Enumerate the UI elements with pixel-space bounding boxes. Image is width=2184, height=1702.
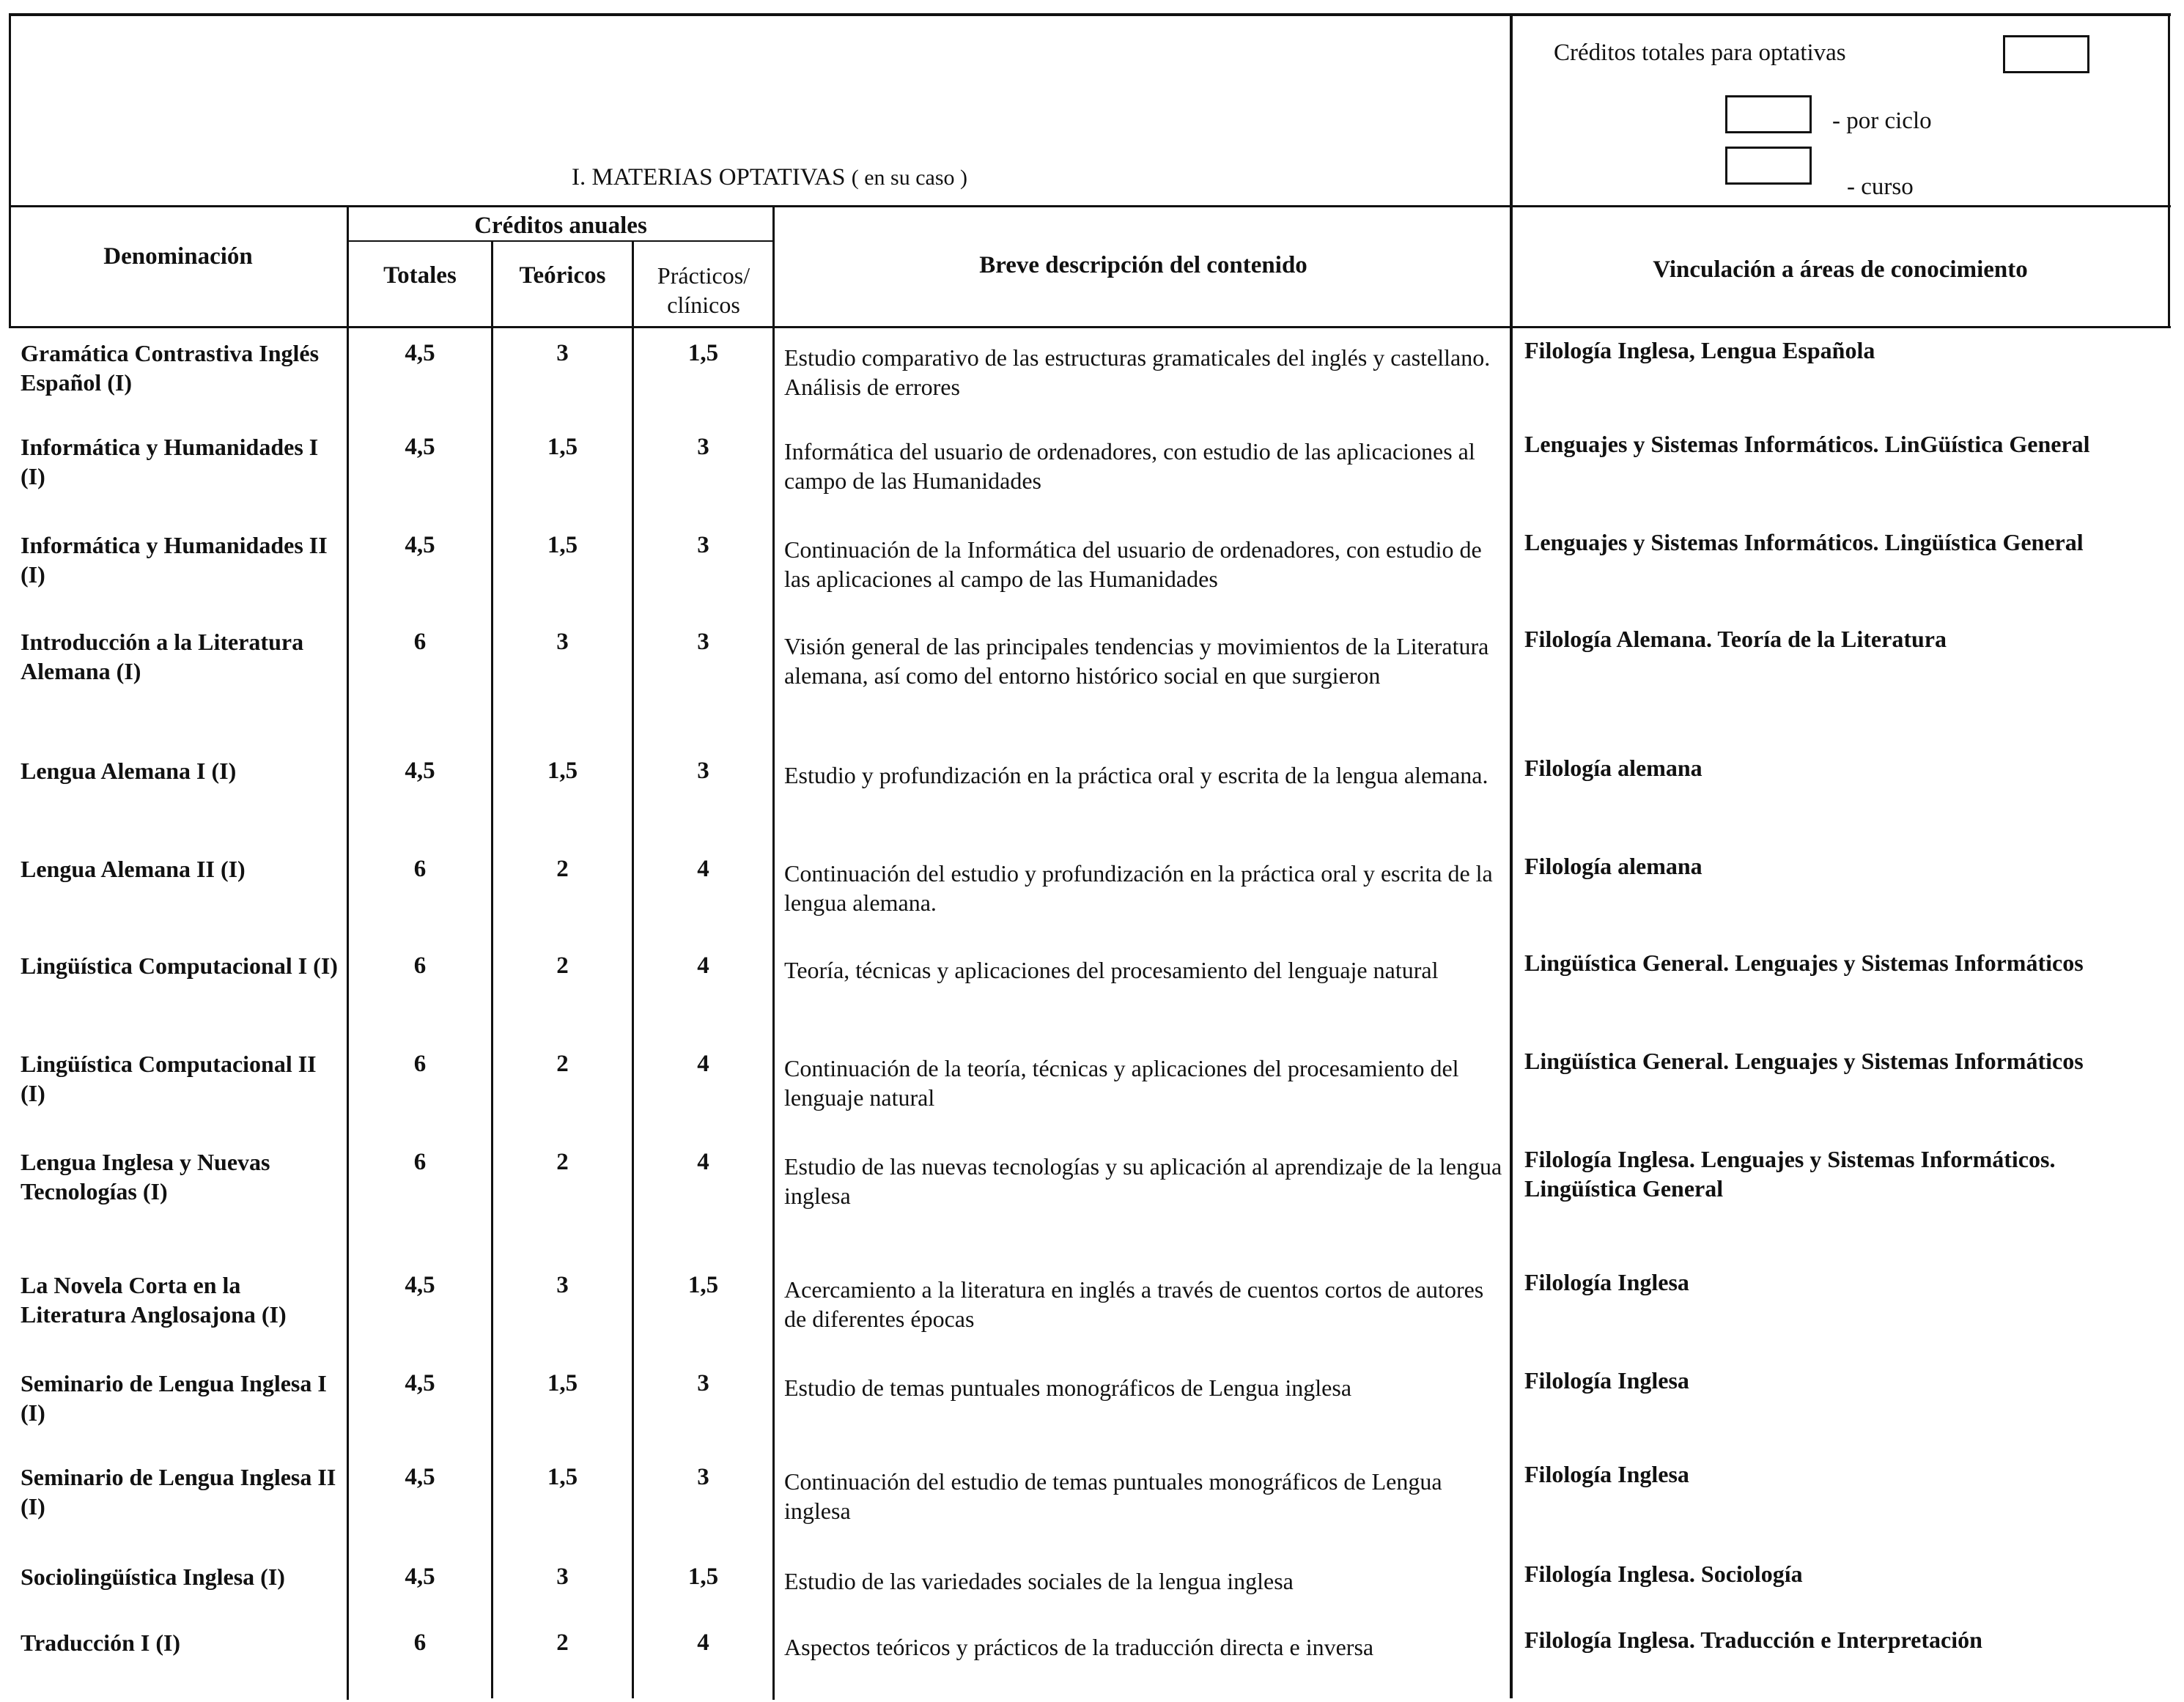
right-border — [2168, 13, 2170, 328]
credits-total-box[interactable] — [2003, 35, 2089, 73]
page-title — [440, 163, 1099, 193]
row-teoricos: 1,5 — [547, 1464, 578, 1490]
row-desc: Estudio de las variedades sociales de la lengua inglesa — [784, 1568, 1294, 1594]
row-totales: 4,5 — [405, 1464, 435, 1490]
row-areas: Lenguajes y Sistemas Informáticos. LinGüística General — [1524, 431, 2090, 457]
col-teoricos: Teóricos — [519, 262, 606, 289]
row-areas: Lingüística General. Lenguajes y Sistemas Informáticos — [1524, 1048, 2084, 1074]
row-teoricos: 3 — [556, 1272, 569, 1298]
row-teoricos: 2 — [556, 1629, 569, 1656]
row-teoricos: 3 — [556, 340, 569, 366]
vinculacion-divider — [1510, 13, 1513, 1698]
row-desc: Teoría, técnicas y aplicaciones del procesamiento del lenguaje natural — [784, 957, 1439, 983]
row-practicos: 4 — [697, 1051, 709, 1077]
row-practicos: 4 — [697, 856, 709, 882]
row-name: Lingüística Computacional II (I) — [21, 1051, 317, 1106]
row-totales: 6 — [413, 629, 427, 655]
row-practicos: 4 — [697, 1149, 709, 1175]
row-desc: Estudio y profundización en la práctica oral y escrita de la lengua alemana. — [784, 762, 1488, 788]
row-desc: Estudio comparativo de las estructuras gramaticales del inglés y castellano. Análisis de errores — [784, 344, 1491, 400]
row-practicos: 1,5 — [687, 1272, 719, 1298]
row-areas: Filología Inglesa. Lenguajes y Sistemas Informáticos. Lingüística General — [1524, 1146, 2056, 1202]
row-practicos: 1,5 — [687, 340, 719, 366]
row-totales: 6 — [413, 1149, 427, 1175]
row-name: Seminario de Lengua Inglesa II (I) — [21, 1464, 336, 1520]
row-practicos: 4 — [697, 1629, 709, 1656]
row-areas: Filología Inglesa — [1524, 1269, 1689, 1295]
row-practicos: 3 — [697, 1370, 709, 1396]
left-border — [9, 13, 11, 328]
row-practicos: 3 — [697, 1464, 709, 1490]
row-name: La Novela Corta en la Literatura Anglosajona (I) — [21, 1272, 287, 1328]
row-teoricos: 1,5 — [547, 758, 578, 784]
row-name: Gramática Contrastiva Inglés Español (I) — [21, 340, 320, 396]
credits-total-label: Créditos totales para optativas — [1554, 40, 1846, 66]
row-totales: 6 — [413, 1629, 427, 1656]
row-totales: 4,5 — [405, 532, 435, 558]
row-name: Seminario de Lengua Inglesa I (I) — [21, 1370, 327, 1426]
row-areas: Filología Inglesa — [1524, 1461, 1689, 1487]
row-totales: 4,5 — [405, 434, 435, 460]
row-totales: 4,5 — [405, 758, 435, 784]
descripcion-divider — [772, 205, 775, 1700]
row-practicos: 3 — [697, 758, 709, 784]
per-cycle-box[interactable] — [1725, 95, 1812, 133]
row-teoricos: 1,5 — [547, 1370, 578, 1396]
row-desc: Continuación de la Informática del usuario de ordenadores, con estudio de las aplicaciones al campo de las Humanidades — [784, 536, 1482, 592]
col-totales: Totales — [383, 262, 457, 289]
row-desc: Visión general de las principales tendencias y movimientos de la Literatura alemana, así como del entorno histórico social en que surgieron — [784, 633, 1489, 689]
page-title-suffix: ( en su caso ) — [851, 166, 968, 190]
header-divider — [9, 205, 2171, 207]
row-name: Traducción I (I) — [21, 1629, 181, 1656]
row-desc: Aspectos teóricos y prácticos de la traducción directa e inversa — [784, 1634, 1374, 1660]
column-header-bottom — [9, 326, 2171, 328]
col-denominacion: Denominación — [103, 243, 253, 270]
row-desc: Estudio de temas puntuales monográficos de Lengua inglesa — [784, 1374, 1352, 1401]
row-totales: 4,5 — [405, 1370, 435, 1396]
row-desc: Acercamiento a la literatura en inglés a través de cuentos cortos de autores de diferentes épocas — [784, 1276, 1484, 1332]
row-areas: Lenguajes y Sistemas Informáticos. Lingüística General — [1524, 529, 2084, 555]
row-areas: Filología Inglesa. Traducción e Interpretación — [1524, 1627, 1982, 1653]
row-desc: Continuación del estudio de temas puntuales monográficos de Lengua inglesa — [784, 1468, 1442, 1524]
row-practicos: 3 — [697, 532, 709, 558]
page-title-text: I. MATERIAS OPTATIVAS — [571, 164, 846, 190]
col-creditos-anuales: Créditos anuales — [474, 212, 647, 239]
row-teoricos: 2 — [556, 952, 569, 979]
row-desc: Continuación de la teoría, técnicas y aplicaciones del procesamiento del lenguaje natural — [784, 1055, 1459, 1111]
row-desc: Informática del usuario de ordenadores, con estudio de las aplicaciones al campo de las Humanidades — [784, 438, 1475, 494]
row-totales: 6 — [413, 1051, 427, 1077]
top-border — [9, 13, 2171, 16]
row-areas: Filología alemana — [1524, 755, 1702, 781]
row-teoricos: 3 — [556, 1564, 569, 1590]
row-teoricos: 1,5 — [547, 532, 578, 558]
row-practicos: 3 — [697, 434, 709, 460]
row-teoricos: 3 — [556, 629, 569, 655]
row-practicos: 1,5 — [687, 1564, 719, 1590]
row-name: Lengua Inglesa y Nuevas Tecnologías (I) — [21, 1149, 270, 1205]
per-course-box[interactable] — [1725, 147, 1812, 185]
col-descripcion: Breve descripción del contenido — [979, 252, 1307, 278]
row-totales: 6 — [413, 856, 427, 882]
row-teoricos: 2 — [556, 1149, 569, 1175]
row-totales: 4,5 — [405, 340, 435, 366]
row-totales: 4,5 — [405, 1564, 435, 1590]
row-name: Introducción a la Literatura Alemana (I) — [21, 629, 304, 684]
row-teoricos: 2 — [556, 856, 569, 882]
row-name: Informática y Humanidades II (I) — [21, 532, 328, 588]
per-cycle-label: - por ciclo — [1832, 108, 1932, 134]
row-areas: Filología Inglesa, Lengua Española — [1524, 337, 1875, 363]
row-name: Lengua Alemana I (I) — [21, 758, 237, 784]
row-areas: Filología Inglesa. Sociología — [1524, 1561, 1803, 1587]
row-desc: Estudio de las nuevas tecnologías y su aplicación al aprendizaje de la lengua inglesa — [784, 1153, 1502, 1209]
row-areas: Filología Inglesa — [1524, 1367, 1689, 1394]
row-teoricos: 2 — [556, 1051, 569, 1077]
row-practicos: 3 — [697, 629, 709, 655]
row-areas: Lingüística General. Lenguajes y Sistemas Informáticos — [1524, 950, 2084, 976]
row-totales: 6 — [413, 952, 427, 979]
row-areas: Filología Alemana. Teoría de la Literatura — [1524, 626, 1947, 652]
row-name: Sociolingüística Inglesa (I) — [21, 1564, 285, 1590]
col-practicos: Prácticos/ clínicos — [657, 262, 750, 318]
row-name: Informática y Humanidades I (I) — [21, 434, 319, 489]
row-totales: 4,5 — [405, 1272, 435, 1298]
col-vinculacion: Vinculación a áreas de conocimiento — [1653, 256, 2028, 283]
row-name: Lengua Alemana II (I) — [21, 856, 246, 882]
row-practicos: 4 — [697, 952, 709, 979]
row-name: Lingüística Computacional I (I) — [21, 952, 338, 979]
row-areas: Filología alemana — [1524, 853, 1702, 879]
row-teoricos: 1,5 — [547, 434, 578, 460]
row-desc: Continuación del estudio y profundización en la práctica oral y escrita de la lengua alemana. — [784, 860, 1493, 916]
subheader-divider — [348, 240, 773, 242]
per-course-label: - curso — [1847, 174, 1914, 200]
